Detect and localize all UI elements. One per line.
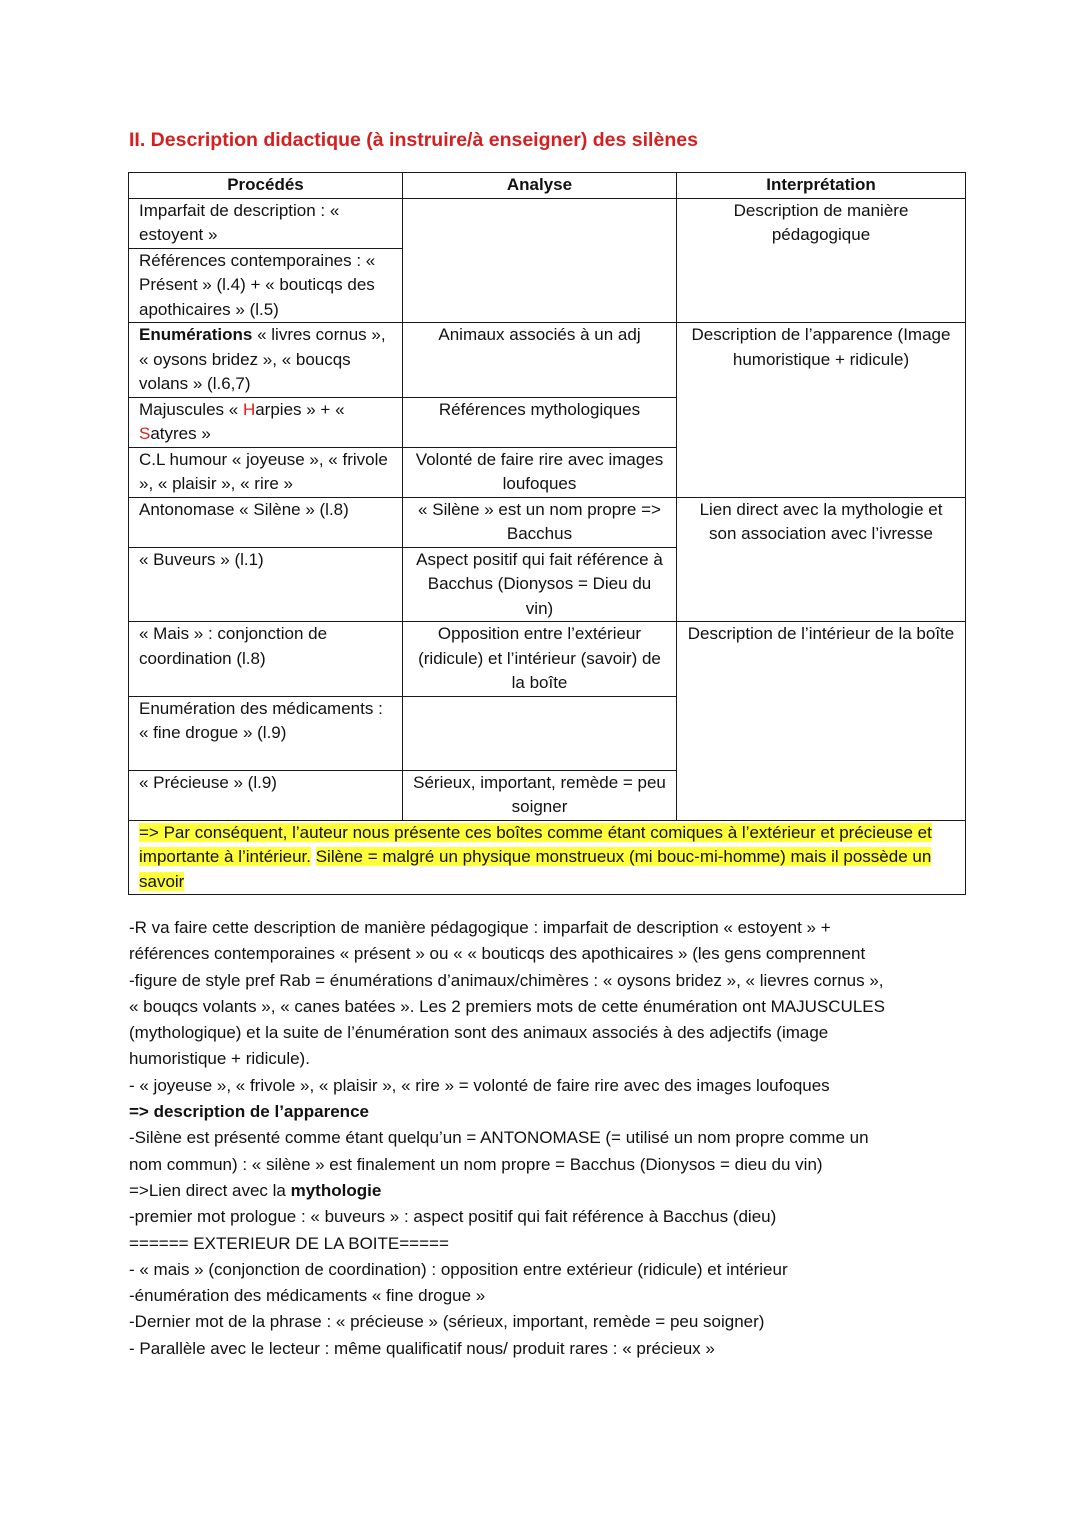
note-line: humoristique + ridicule). bbox=[129, 1049, 310, 1069]
procede-text: atyres » bbox=[150, 424, 211, 443]
procede-cell: Enumération des médicaments : « fine drogue » (l.9) bbox=[129, 696, 403, 770]
interpretation-cell: Description de manière pédagogique bbox=[677, 198, 966, 323]
analysis-table bbox=[128, 172, 966, 895]
note-line: -Dernier mot de la phrase : « précieuse » (sérieux, important, remède = peu soigner) bbox=[129, 1312, 765, 1332]
table-row bbox=[129, 198, 966, 248]
analyse-cell: Aspect positif qui fait référence à Bacchus (Dionysos = Dieu du vin) bbox=[403, 547, 677, 622]
analyse-cell: Animaux associés à un adj bbox=[403, 323, 677, 398]
note-line-bold: => description de l’apparence bbox=[129, 1102, 369, 1122]
procede-text: arpies » + « bbox=[255, 399, 345, 419]
note-line: - « mais » (conjonction de coordination) : opposition entre extérieur (ridicule) et intérieur bbox=[129, 1259, 788, 1279]
analyse-cell bbox=[403, 696, 677, 770]
highlighted-text: Silène = malgré un physique monstrueux (mi bouc-mi-homme) mais il possède un savoir bbox=[139, 847, 932, 891]
bold-term: Enumérations bbox=[139, 325, 253, 344]
notes-section bbox=[129, 915, 959, 1362]
section-heading: II. Description didactique (à instruire/à enseigner) des silènes bbox=[129, 129, 698, 151]
procede-text: « livres cornus », « oysons bridez », « boucqs volans » (l.6,7) bbox=[139, 325, 386, 393]
note-line: -premier mot prologue : « buveurs » : aspect positif qui fait référence à Bacchus (dieu) bbox=[129, 1207, 777, 1227]
header-procedes: Procédés bbox=[129, 173, 403, 199]
header-interpretation: Interprétation bbox=[677, 173, 966, 199]
table-header-row bbox=[129, 173, 966, 199]
analyse-cell: Opposition entre l’extérieur (ridicule) et l’intérieur (savoir) de la boîte bbox=[403, 622, 677, 697]
analyse-cell: Sérieux, important, remède = peu soigner bbox=[403, 770, 677, 820]
table-row bbox=[129, 323, 966, 398]
procede-cell bbox=[129, 323, 403, 398]
procede-text: Majuscules « bbox=[139, 399, 243, 419]
table-row bbox=[129, 622, 966, 697]
procede-cell: Références contemporaines : « Présent » (l.4) + « bouticqs des apothicaires » (l.5) bbox=[129, 248, 403, 323]
highlighted-text: => Par conséquent, l’auteur nous présente ces boîtes comme étant comiques à l’extérieur et précieuse et importante à l’intérieur. bbox=[139, 822, 932, 866]
procede-cell: Antonomase « Silène » (l.8) bbox=[129, 497, 403, 547]
note-text: =>Lien direct avec la bbox=[129, 1180, 291, 1200]
conclusion-row bbox=[129, 820, 966, 895]
note-line: -Silène est présenté comme étant quelqu’un = ANTONOMASE (= utilisé un nom propre comme un bbox=[129, 1128, 869, 1148]
interpretation-cell: Description de l’intérieur de la boîte bbox=[677, 622, 966, 821]
interpretation-cell: Description de l’apparence (Image humoristique + ridicule) bbox=[677, 323, 966, 498]
red-capital: H bbox=[242, 399, 256, 419]
conclusion-cell bbox=[129, 820, 966, 895]
analyse-cell bbox=[403, 198, 677, 323]
procede-cell: C.L humour « joyeuse », « frivole », « plaisir », « rire » bbox=[129, 447, 403, 497]
analyse-cell: « Silène » est un nom propre => Bacchus bbox=[403, 497, 677, 547]
note-line: nom commun) : « silène » est finalement un nom propre = Bacchus (Dionysos = dieu du vin) bbox=[129, 1154, 823, 1174]
note-line: - Parallèle avec le lecteur : même qualificatif nous/ produit rares : « précieux » bbox=[129, 1338, 715, 1358]
procede-cell bbox=[129, 397, 403, 447]
note-line: (mythologique) et la suite de l’énumération sont des animaux associés à des adjectifs (image bbox=[129, 1023, 829, 1043]
procede-cell: « Mais » : conjonction de coordination (l.8) bbox=[129, 622, 403, 697]
bold-term: mythologie bbox=[290, 1180, 382, 1200]
procede-cell: « Buveurs » (l.1) bbox=[129, 547, 403, 622]
note-line: références contemporaines « présent » ou « « bouticqs des apothicaires » (les gens comprennent bbox=[129, 944, 866, 964]
note-line: -R va faire cette description de manière pédagogique : imparfait de description « estoyent » + bbox=[129, 918, 831, 937]
red-capital: S bbox=[139, 424, 151, 443]
header-analyse: Analyse bbox=[403, 173, 677, 199]
note-line: -figure de style pref Rab = énumérations d’animaux/chimères : « oysons bridez », « lievres cornus », bbox=[129, 970, 884, 990]
procede-cell: Imparfait de description : « estoyent » bbox=[129, 198, 403, 248]
note-line: -énumération des médicaments « fine drogue » bbox=[129, 1286, 486, 1306]
note-line: - « joyeuse », « frivole », « plaisir », « rire » = volonté de faire rire avec des images loufoques bbox=[129, 1075, 830, 1095]
procede-cell: « Précieuse » (l.9) bbox=[129, 770, 403, 820]
table-row bbox=[129, 497, 966, 547]
note-line bbox=[129, 1178, 959, 1204]
analyse-cell: Volonté de faire rire avec images loufoques bbox=[403, 447, 677, 497]
analyse-cell: Références mythologiques bbox=[403, 397, 677, 447]
interpretation-cell: Lien direct avec la mythologie et son association avec l’ivresse bbox=[677, 497, 966, 622]
note-line: « bouqcs volants », « canes batées ». Les 2 premiers mots de cette énumération ont MAJUSCULES bbox=[129, 996, 885, 1016]
section-divider-line: ====== EXTERIEUR DE LA BOITE===== bbox=[129, 1233, 449, 1253]
